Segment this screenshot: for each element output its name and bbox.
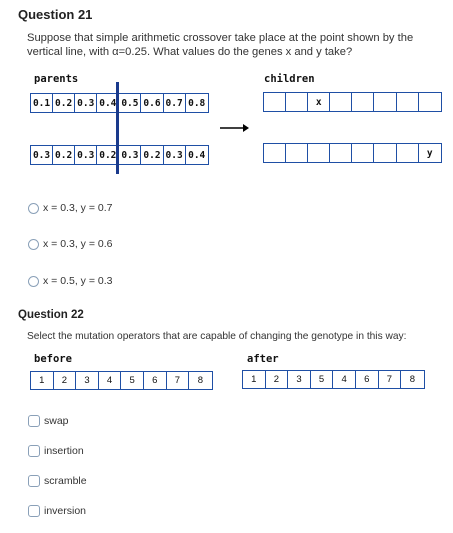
gene-cell: 0.3 bbox=[164, 146, 186, 164]
gene-cell: 1 bbox=[31, 372, 54, 389]
gene-cell bbox=[352, 93, 374, 111]
gene-cell: 0.4 bbox=[188, 149, 206, 161]
gene-cell: 0.8 bbox=[188, 97, 206, 109]
gene-cell: 7 bbox=[167, 372, 190, 389]
gene-cell: 2 bbox=[54, 372, 77, 389]
gene-cell: 6 bbox=[356, 371, 379, 388]
gene-cell: 0.2 bbox=[141, 146, 163, 164]
q22-option-swap[interactable] bbox=[28, 415, 69, 427]
parent-1-row bbox=[30, 93, 209, 113]
gene-cell: y bbox=[426, 147, 433, 159]
q22-option-swap-label: swap bbox=[44, 415, 69, 427]
gene-cell: x bbox=[308, 93, 330, 111]
q21-option-2-label: x = 0.3, y = 0.6 bbox=[43, 238, 113, 250]
q21-option-1-label: x = 0.3, y = 0.7 bbox=[43, 202, 113, 214]
child-2-row bbox=[263, 143, 442, 163]
gene-cell bbox=[330, 93, 352, 111]
question-22-title: Question 22 bbox=[18, 309, 84, 321]
gene-cell: 5 bbox=[121, 372, 144, 389]
q21-option-1[interactable] bbox=[28, 202, 112, 214]
gene-cell bbox=[374, 93, 396, 111]
gene-cell: 4 bbox=[99, 372, 122, 389]
gene-cell: 8 bbox=[409, 374, 416, 385]
gene-cell bbox=[374, 144, 396, 162]
radio-icon[interactable] bbox=[28, 203, 39, 214]
gene-cell: 0.2 bbox=[97, 146, 119, 164]
before-row bbox=[30, 371, 213, 390]
checkbox-icon[interactable] bbox=[28, 415, 40, 427]
gene-cell bbox=[397, 144, 419, 162]
question-21-text-line1: Suppose that simple arithmetic crossover take place at the point shown by the bbox=[27, 32, 414, 44]
q21-option-2[interactable] bbox=[28, 238, 112, 250]
gene-cell: 0.2 bbox=[53, 146, 75, 164]
gene-cell: 2 bbox=[266, 371, 289, 388]
radio-icon[interactable] bbox=[28, 276, 39, 287]
gene-cell: 5 bbox=[311, 371, 334, 388]
gene-cell bbox=[264, 144, 286, 162]
gene-cell: 0.6 bbox=[141, 94, 163, 112]
question-21-title: Question 21 bbox=[18, 7, 93, 22]
crossover-line bbox=[116, 82, 119, 174]
gene-cell: 0.3 bbox=[75, 94, 97, 112]
gene-cell: 3 bbox=[76, 372, 99, 389]
question-22-text: Select the mutation operators that are capable of changing the genotype in this way: bbox=[27, 331, 407, 342]
gene-cell: 0.3 bbox=[119, 146, 141, 164]
gene-cell: 0.3 bbox=[31, 146, 53, 164]
gene-cell: 6 bbox=[144, 372, 167, 389]
q22-option-inversion-label: inversion bbox=[44, 505, 87, 517]
gene-cell bbox=[352, 144, 374, 162]
gene-cell: 0.1 bbox=[31, 94, 53, 112]
q22-option-inversion[interactable] bbox=[28, 505, 86, 517]
gene-cell: 7 bbox=[379, 371, 402, 388]
checkbox-icon[interactable] bbox=[28, 445, 40, 457]
parents-label: parents bbox=[34, 73, 79, 85]
q21-option-3[interactable] bbox=[28, 275, 112, 287]
after-label: after bbox=[247, 353, 279, 365]
parent-2-row bbox=[30, 145, 209, 165]
gene-cell: 8 bbox=[197, 375, 204, 386]
q21-option-3-label: x = 0.5, y = 0.3 bbox=[43, 275, 113, 287]
q22-option-insertion[interactable] bbox=[28, 445, 84, 457]
q22-option-insertion-label: insertion bbox=[44, 445, 84, 457]
gene-cell bbox=[308, 144, 330, 162]
after-row bbox=[242, 370, 425, 389]
gene-cell: 0.4 bbox=[97, 94, 119, 112]
gene-cell bbox=[330, 144, 352, 162]
checkbox-icon[interactable] bbox=[28, 505, 40, 517]
before-label: before bbox=[34, 353, 72, 365]
gene-cell bbox=[286, 144, 308, 162]
q22-option-scramble[interactable] bbox=[28, 475, 87, 487]
gene-cell: 3 bbox=[288, 371, 311, 388]
question-21-text-line2: vertical line, with α=0.25. What values do the genes x and y take? bbox=[27, 46, 353, 58]
gene-cell: 0.3 bbox=[75, 146, 97, 164]
gene-cell: 0.2 bbox=[53, 94, 75, 112]
gene-cell bbox=[286, 93, 308, 111]
gene-cell bbox=[419, 93, 441, 111]
arrow-right-icon bbox=[219, 122, 249, 134]
gene-cell: 0.5 bbox=[119, 94, 141, 112]
q22-option-scramble-label: scramble bbox=[44, 475, 87, 487]
gene-cell bbox=[397, 93, 419, 111]
radio-icon[interactable] bbox=[28, 239, 39, 250]
gene-cell: 1 bbox=[243, 371, 266, 388]
gene-cell: 4 bbox=[333, 371, 356, 388]
child-1-row bbox=[263, 92, 442, 112]
children-label: children bbox=[264, 73, 315, 85]
gene-cell: 0.7 bbox=[164, 94, 186, 112]
gene-cell bbox=[264, 93, 286, 111]
checkbox-icon[interactable] bbox=[28, 475, 40, 487]
